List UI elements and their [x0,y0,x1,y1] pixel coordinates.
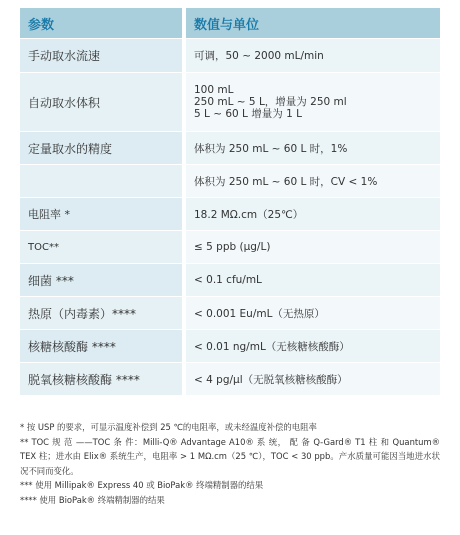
footnote: * 按 USP 的要求，可显示温度补偿到 25 ℃的电阻率，或未经温度补偿的电阻率 [20,422,317,432]
value-cell [186,330,440,362]
param-cell: 热原（内毒素）**** [20,297,186,329]
value-line: 250 mL ~ 5 L，增量为 250 ml [194,96,347,108]
param-cell: 自动取水体积 [20,73,186,131]
value-cell [186,198,440,230]
header-value: 数值与单位 [186,8,440,38]
value-line: 100 mL [194,84,234,96]
value-line: < 4 pg/µl（无脱氧核糖核酸酶） [194,373,348,386]
value-line: < 0.01 ng/mL（无核糖核酸酶） [194,340,350,353]
value-cell [186,165,440,197]
value-line: 体积为 250 mL ~ 60 L 时，CV < 1% [194,175,378,188]
value-line: < 0.1 cfu/mL [194,274,262,286]
value-cell [186,132,440,164]
param-cell: TOC** [20,231,186,263]
param-cell: 核糖核酸酶 **** [20,330,186,362]
value-line: < 0.001 Eu/mL（无热原） [194,307,325,320]
footnote: *** 使用 Millipak® Express 40 或 BioPak® 终端精制器的结果 [20,480,264,490]
param-cell: 脱氧核糖核酸酶 **** [20,363,186,395]
table-row [20,330,440,363]
value-line: 5 L ~ 60 L 增量为 1 L [194,108,302,120]
footnote: ** TOC 规 范 ——TOC 条 件：Milli-Q® Advantage A10® 系 统， 配 备 Q-Gard® T1 柱 和 Quantum® TEX 柱；进水由 Elix® 系统生产，电阻率 > 1 MΩ.cm（25 ℃），TOC < 30 ppb。产水质量可能因当地进水状况不同而变化。 [20,436,440,476]
table-row [20,165,440,198]
value-line: ≤ 5 ppb (µg/L) [194,241,271,253]
value-line: 18.2 MΩ.cm（25℃） [194,208,304,221]
param-cell: 定量取水的精度 [20,132,186,164]
value-line: 体积为 250 mL ~ 60 L 时，1% [194,142,348,155]
value-cell [186,231,440,263]
param-cell: 细菌 *** [20,264,186,296]
table-row [20,132,440,165]
footnote: **** 使用 BioPak® 终端精制器的结果 [20,494,165,505]
value-cell [186,297,440,329]
header-param: 参数 [20,8,186,38]
table-row [20,39,440,73]
value-cell [186,39,440,72]
value-cell [186,264,440,296]
table-row [20,198,440,231]
value-line: 可调，50 ~ 2000 mL/min [194,50,324,62]
table-row [20,231,440,264]
table-row [20,73,440,132]
footnotes [20,420,440,507]
value-cell [186,363,440,395]
param-cell: 手动取水流速 [20,39,186,72]
param-cell: 电阻率 * [20,198,186,230]
table-row [20,264,440,297]
spec-table [20,8,440,396]
param-cell [20,165,186,197]
table-row [20,363,440,396]
table-header-row [20,8,440,39]
value-cell [186,73,440,131]
table-row [20,297,440,330]
